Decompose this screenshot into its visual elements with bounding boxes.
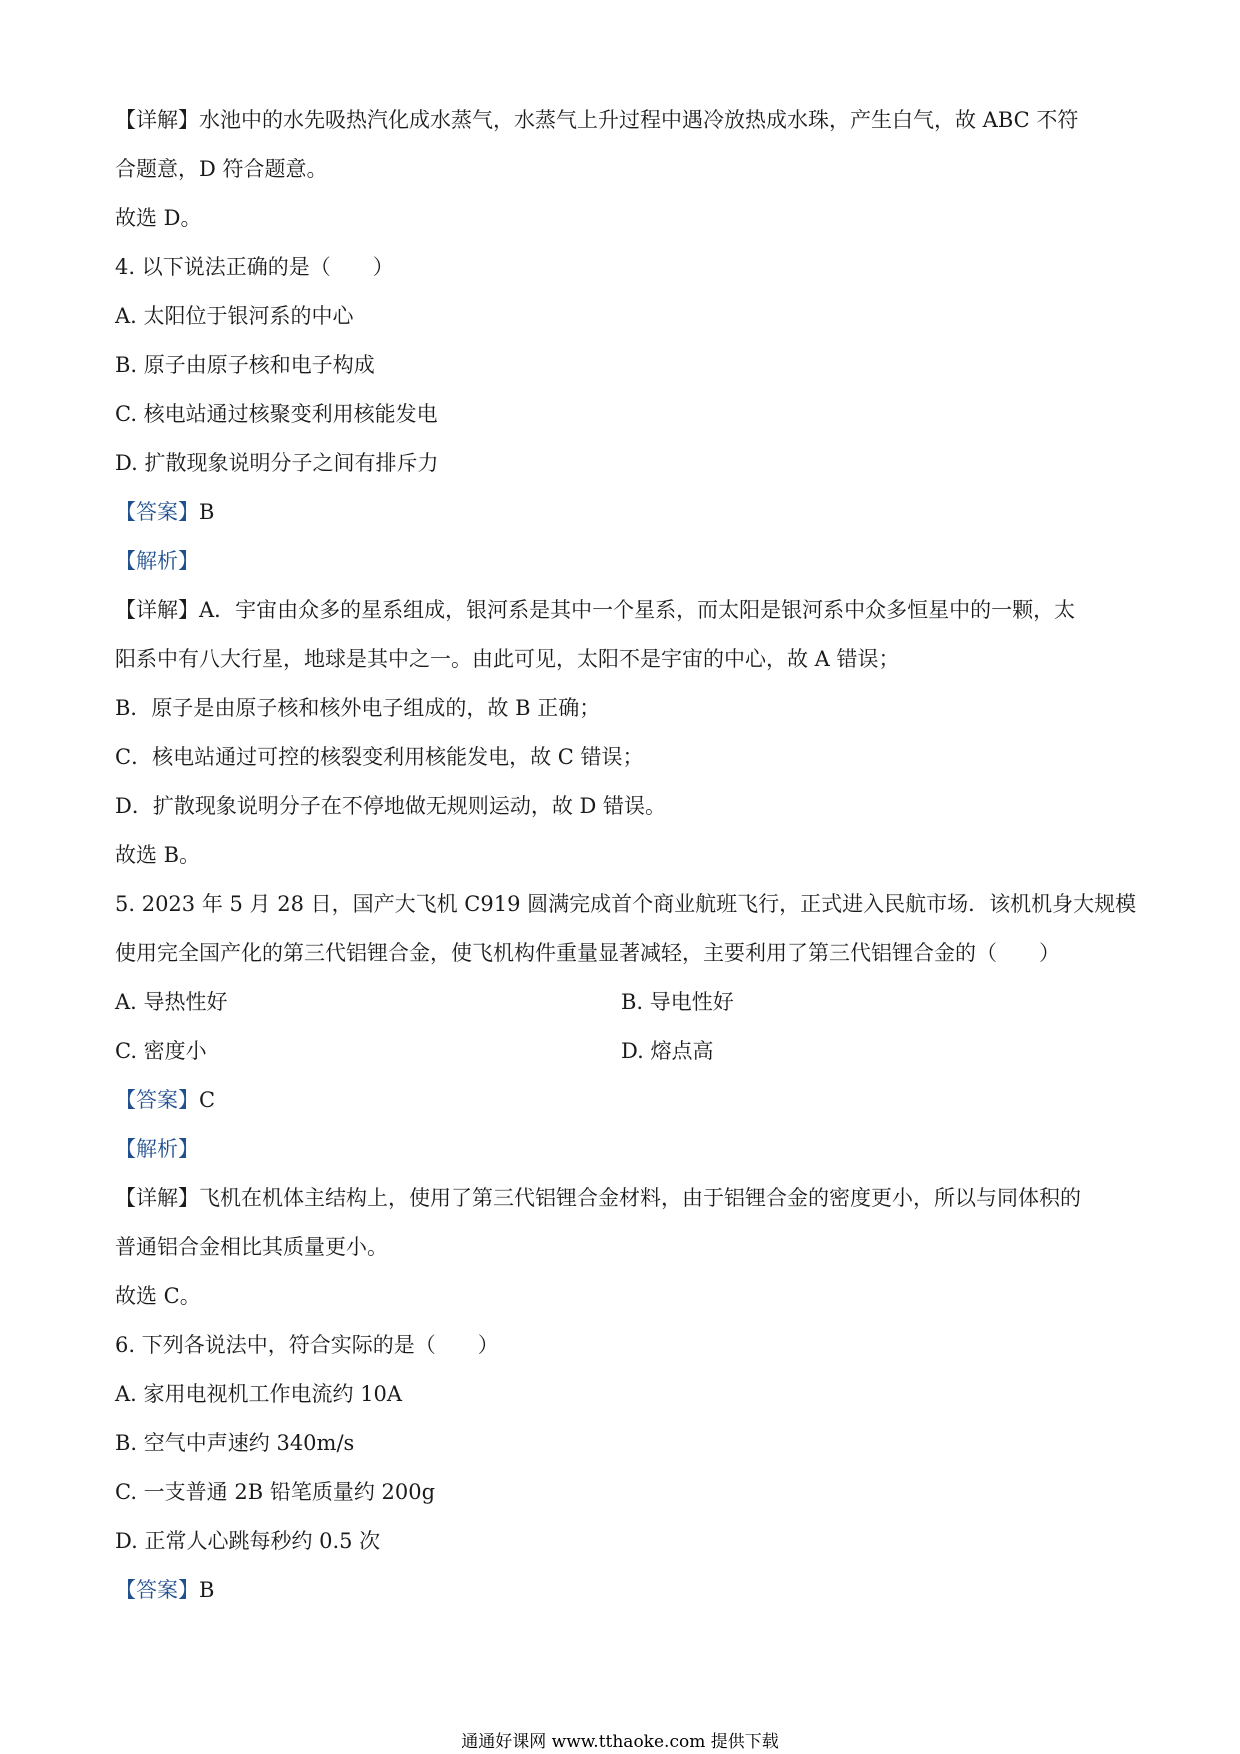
q5-answer [115, 1076, 1135, 1125]
q4-option-b: B. 原子由原子核和电子构成 [115, 353, 375, 377]
q4-option-a: A. 太阳位于银河系的中心 [115, 304, 354, 328]
q3-choice: 故选 D。 [115, 206, 202, 230]
q5-option-c: C. 密度小 [115, 1039, 207, 1063]
q5-detail-line-2: 普通铝合金相比其质量更小。 [115, 1235, 388, 1259]
q4-option-c: C. 核电站通过核聚变利用核能发电 [115, 402, 438, 426]
q6-close-paren: ） [477, 1333, 499, 1357]
q5-detail-line-1: 【详解】飞机在机体主结构上，使用了第三代铝锂合金材料，由于铝锂合金的密度更小，所以与同体积的 [115, 1186, 1081, 1210]
q6-option-a: A. 家用电视机工作电流约 10A [115, 1382, 403, 1406]
q5-options-row-2 [115, 1027, 1135, 1076]
q4-stem [115, 243, 1135, 292]
q5-answer-tag: 【答案】 [115, 1088, 199, 1112]
q5-option-b: B. 导电性好 [621, 990, 734, 1014]
q5-options-row-1 [115, 978, 1135, 1027]
q5-close-paren: ） [1039, 941, 1060, 965]
page-footer: 通通好课网 www.tthaoke.com 提供下载 [461, 1732, 779, 1752]
q4-close-paren: ） [372, 255, 394, 279]
q6-option-c: C. 一支普通 2B 铅笔质量约 200g [115, 1480, 436, 1504]
q6-stem-text: 6. 下列各说法中，符合实际的是（ [115, 1333, 436, 1357]
q5-analysis-tag: 【解析】 [115, 1137, 199, 1161]
q4-option-d: D. 扩散现象说明分子之间有排斥力 [115, 451, 439, 475]
q4-detail-line-5: D．扩散现象说明分子在不停地做无规则运动，故 D 错误。 [115, 794, 667, 818]
q4-detail-line-4: C．核电站通过可控的核裂变利用核能发电，故 C 错误； [115, 745, 644, 769]
document-body [115, 96, 1135, 1615]
q6-option-b: B. 空气中声速约 340m/s [115, 1431, 355, 1455]
q4-answer-tag: 【答案】 [115, 500, 199, 524]
q4-answer [115, 488, 1135, 537]
q5-stem-text: 使用完全国产化的第三代铝锂合金，使飞机构件重量显著减轻，主要利用了第三代铝锂合金的（ [115, 941, 997, 965]
q4-analysis-tag: 【解析】 [115, 549, 199, 573]
q6-stem [115, 1321, 1135, 1370]
q4-detail-line-3: B．原子是由原子核和核外电子组成的，故 B 正确； [115, 696, 601, 720]
q6-answer [115, 1566, 1135, 1615]
q4-answer-value: B [199, 500, 215, 524]
q5-option-d: D. 熔点高 [621, 1039, 714, 1063]
q4-choice: 故选 B。 [115, 843, 201, 867]
q3-detail-line-1: 【详解】水池中的水先吸热汽化成水蒸气，水蒸气上升过程中遇冷放热成水珠，产生白气，故 ABC 不符 [115, 108, 1079, 132]
q5-stem-line-1: 5. 2023 年 5 月 28 日，国产大飞机 C919 圆满完成首个商业航班飞行，正式进入民航市场．该机机身大规模 [115, 892, 1137, 916]
q5-choice: 故选 C。 [115, 1284, 201, 1308]
q5-stem-line-2 [115, 929, 1135, 978]
q6-option-d: D. 正常人心跳每秒约 0.5 次 [115, 1529, 381, 1553]
q4-stem-text: 4. 以下说法正确的是（ [115, 255, 331, 279]
q4-detail-line-2: 阳系中有八大行星，地球是其中之一。由此可见，太阳不是宇宙的中心，故 A 错误； [115, 647, 900, 671]
q3-detail-line-2: 合题意，D 符合题意。 [115, 157, 328, 181]
q5-option-a: A. 导热性好 [115, 990, 228, 1014]
q5-answer-value: C [199, 1088, 216, 1112]
q6-answer-tag: 【答案】 [115, 1578, 199, 1602]
q6-answer-value: B [199, 1578, 215, 1602]
q4-detail-line-1: 【详解】A．宇宙由众多的星系组成，银河系是其中一个星系，而太阳是银河系中众多恒星中的一颗，太 [115, 598, 1076, 622]
